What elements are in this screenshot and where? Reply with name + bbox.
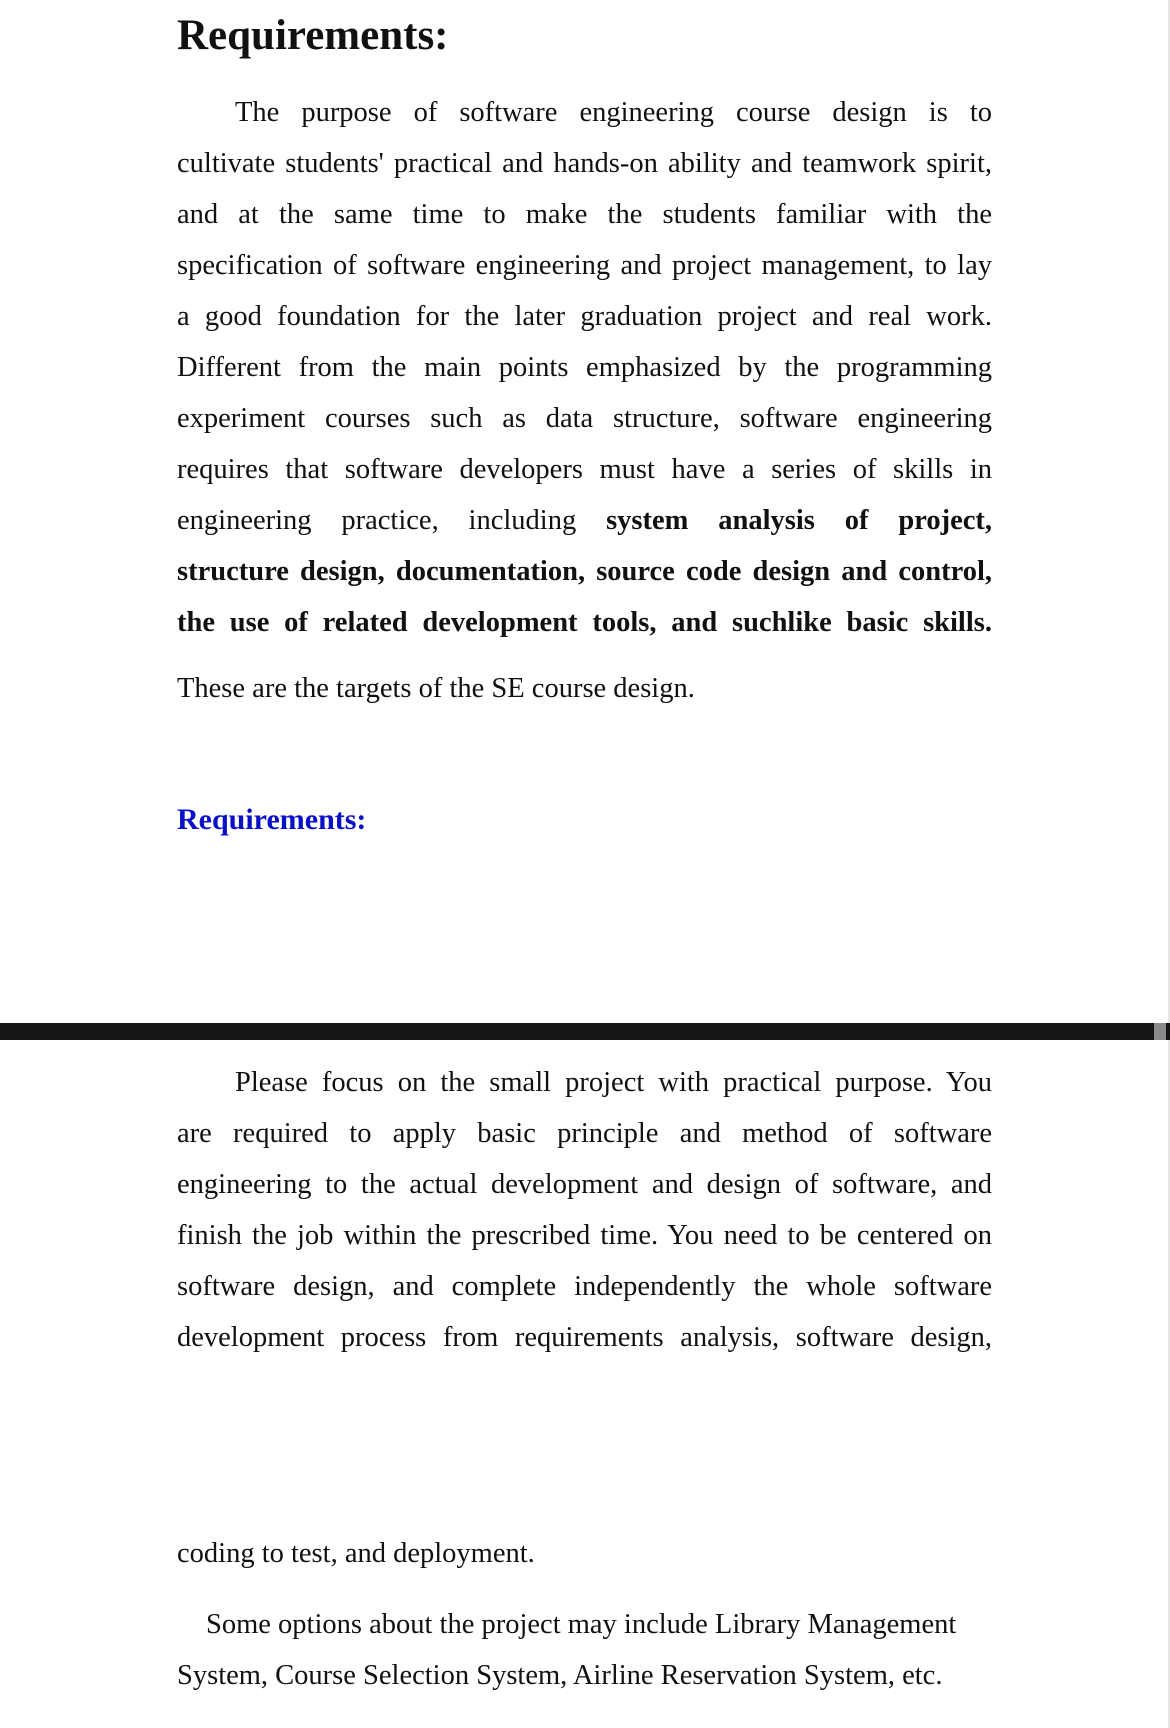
paragraph-line: requires that software developers must have a series of skills in (177, 454, 992, 485)
page-heading: Requirements: (177, 12, 449, 59)
targets-line: These are the targets of the SE course design. (177, 673, 695, 704)
options-paragraph (177, 1599, 992, 1701)
paragraph-line: cultivate students' practical and hands-on ability and teamwork spirit, (177, 148, 992, 179)
paragraph-line: engineering to the actual development and design of software, and (177, 1169, 992, 1200)
purpose-paragraph (177, 87, 992, 648)
paragraph-line: development process from requirements analysis, software design, (177, 1322, 992, 1353)
paragraph-line: Some options about the project may include Library Management (206, 1609, 957, 1640)
document-page-2 (0, 1040, 1170, 1728)
coding-line: coding to test, and deployment. (177, 1538, 535, 1569)
project-paragraph (177, 1057, 992, 1363)
paragraph-line: a good foundation for the later graduation project and real work. (177, 301, 992, 332)
plain-text: engineering practice, including (177, 505, 607, 536)
paragraph-line: specification of software engineering and project management, to lay (177, 250, 992, 281)
page-divider (0, 1023, 1170, 1040)
bold-text: system analysis of project, (606, 505, 992, 536)
paragraph-line-mixed (177, 495, 992, 546)
bold-paragraph-line: the use of related development tools, and suchlike basic skills. (177, 607, 992, 638)
paragraph-line: and at the same time to make the students familiar with the (177, 199, 992, 230)
paragraph-line: are required to apply basic principle and method of software (177, 1118, 992, 1149)
paragraph-line: finish the job within the prescribed time. You need to be centered on (177, 1220, 992, 1251)
scrollbar-thumb[interactable] (1148, 1023, 1166, 1040)
paragraph-line: The purpose of software engineering course design is to (235, 97, 992, 128)
requirements-subheading: Requirements: (177, 803, 367, 836)
paragraph-line: software design, and complete independently the whole software (177, 1271, 992, 1302)
paragraph-line: System, Course Selection System, Airline Reservation System, etc. (177, 1660, 943, 1691)
paragraph-line: Please focus on the small project with practical purpose. You (235, 1067, 992, 1098)
bold-paragraph-line: structure design, documentation, source code design and control, (177, 556, 992, 587)
paragraph-line: Different from the main points emphasized by the programming (177, 352, 992, 383)
paragraph-line: experiment courses such as data structure, software engineering (177, 403, 992, 434)
